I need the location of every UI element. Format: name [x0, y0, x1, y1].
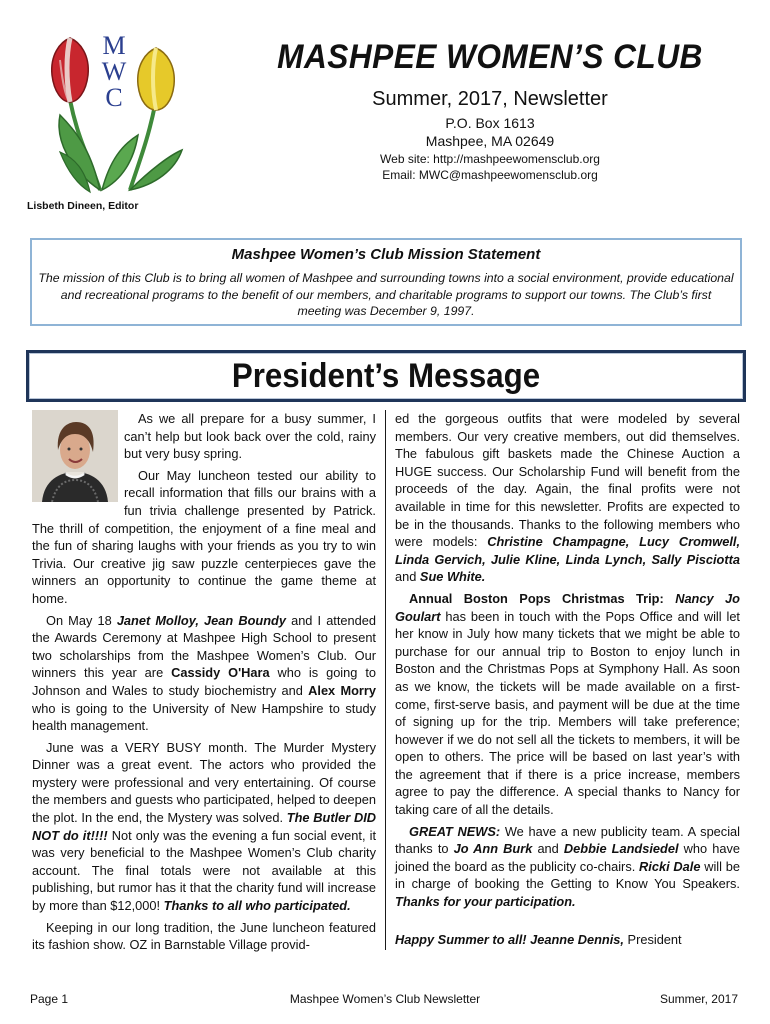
pres-left-p5: Keeping in our long tradition, the June luncheon featured its fashion show. OZ in Barnstable Village provid-	[32, 919, 376, 953]
publicity-chair-2: Debbie Landsiedel	[563, 841, 679, 857]
right-column	[395, 410, 740, 952]
mission-statement-box	[30, 238, 742, 326]
club-name: MASHPEE WOMEN’S CLUB	[277, 38, 703, 76]
model-last: Sue White.	[419, 569, 486, 585]
thanks-participated: Thanks to all who participated.	[163, 898, 351, 914]
pops-heading: Annual Boston Pops Christmas Trip:	[409, 590, 664, 606]
closing-line: Happy Summer to all! Jeanne Dennis, President	[395, 931, 682, 947]
butler-line: The Butler DID NOT do it!!!!	[32, 810, 376, 843]
speaker-booker: Ricki Dale	[639, 858, 701, 874]
pops-organizer: Nancy Jo Goulart	[395, 590, 740, 624]
mwc-tulip-logo	[30, 30, 198, 198]
mission-title: Mashpee Women’s Club Mission Statement	[231, 246, 541, 263]
po-box: P.O. Box 1613	[445, 115, 535, 131]
pres-right-p3: GREAT NEWS: We have a new publicity team. A special thanks to Jo Ann Burk and Debbie Landsiedel who have joined the board as the publicity co-chairs. Ricki Dale will be in charge of booking the Getting to Know You Speakers. Thanks for your participation.	[395, 823, 741, 910]
mission-text: The mission of this Club is to bring all women of Mashpee and surrounding towns into a social environment, provide educational and recreational programs to the benefit of our members, and charitable programs to support our towns. The Club’s first meeting was December 9, 1997.	[38, 271, 734, 318]
pres-right-p1: ed the gorgeous outfits that were modeled by several members. Our very creative members, out did themselves. The fabulous gift baskets made the Chinese Auction a HUGE success. Our Scholarship Fund will benefit from the proceeds of the day. Again, the final profits were not available in time for this newsletter. Profits are expected to be in the thousands. Thanks to the following members who were models: Christine Champagne, Lucy Cromwell, Linda Gervich, Julie Kline, Linda Lynch, Sally Pisciotta and Sue White.	[395, 411, 740, 585]
pres-right-p2: Annual Boston Pops Christmas Trip: Nancy Jo Goulart has been in touch with the Pops Office and will let her know in July how many tickets that we might be able to purchase for our annual trip to Boston to enjoy lunch in Boston and the Christmas Pops at Symphony Hall. As soon as we know, the tickets will be made available on a first-come, first-serve basis, and payment will be due at the time of signing up for the trip. Members will take preference; however if we do not sell all the tickets to members, it will be open to others. The price will be based on last year’s with the agreement that if there is a price increase, members agree to pay the difference. A special thanks to Nancy for taking care of all the details.	[395, 590, 740, 818]
pres-left-p1: As we all prepare for a busy summer, I can’t help but look back over the cold, rainy but very busy spring.	[124, 411, 376, 462]
logo-letter-w: W	[101, 57, 127, 86]
footer-page: Page 1	[30, 992, 69, 1006]
newsletter-title: Summer, 2017, Newsletter	[372, 88, 608, 110]
winner-1: Cassidy O'Hara	[171, 665, 270, 681]
email: Email: MWC@mashpeewomensclub.org	[382, 168, 598, 182]
attendee-names: Janet Molloy, Jean Boundy	[116, 612, 286, 628]
logo-letter-m: M	[102, 31, 126, 60]
left-column	[32, 410, 376, 958]
pres-left-p3: On May 18 Janet Molloy, Jean Boundy and I attended the Awards Ceremony at Mashpee High School to present two scholarships from the Mashpee Women’s Club. Our winners this year are Cassidy O'Hara who is going to Johnson and Wales to study biochemistry and Alex Morry who is going to the University of New Hampshire to study health management.	[32, 612, 377, 734]
thanks-participation: Thanks for your participation.	[395, 894, 576, 910]
model-names: Christine Champagne, Lucy Cromwell, Linda Gervich, Julie Kline, Linda Lynch, Sally Pisciotta	[395, 534, 740, 567]
great-news-heading: GREAT NEWS:	[409, 823, 501, 839]
column-divider	[385, 410, 386, 950]
pres-left-p2: Our May luncheon tested our ability to recall information that fills our brains with a fun trivia challenge presented by Patrick. The thrill of competition, the enjoyment of a fine meal and the fun of sharing laughs with your friends as you try to win Trivia. Our creative jig saw puzzle centerpieces gave the winners an opportunity to continue the game theme at home.	[32, 467, 376, 606]
logo-letter-c: C	[105, 83, 123, 112]
publicity-chair-1: Jo Ann Burk	[453, 841, 533, 857]
presidents-message-banner	[26, 350, 746, 402]
winner-2: Alex Morry	[308, 682, 376, 698]
pres-left-p4: June was a VERY BUSY month. The Murder Mystery Dinner was a great event. The actors who provided the mystery were professional and very entertaining. Of course the members and guests who participated, helped to deepen the plot. In the end, the Mystery was solved. The Butler DID NOT do it!!!! Not only was the evening a fun social event, it was very beneficial to the Mashpee Women’s Club charity account. The final totals were not available at this publishing, but rumor has it that the charity fund will increase by more than $12,000! Thanks to all who participated.	[32, 739, 376, 914]
president-photo	[32, 410, 118, 502]
city-address: Mashpee, MA 02649	[425, 133, 555, 149]
footer-newsletter: Mashpee Women’s Club Newsletter	[289, 992, 481, 1006]
website: Web site: http://mashpeewomensclub.org	[380, 152, 600, 166]
footer-season: Summer, 2017	[659, 992, 738, 1006]
editor-credit: Lisbeth Dineen, Editor	[27, 200, 139, 212]
presidents-message-title: President’s Message	[231, 357, 541, 395]
